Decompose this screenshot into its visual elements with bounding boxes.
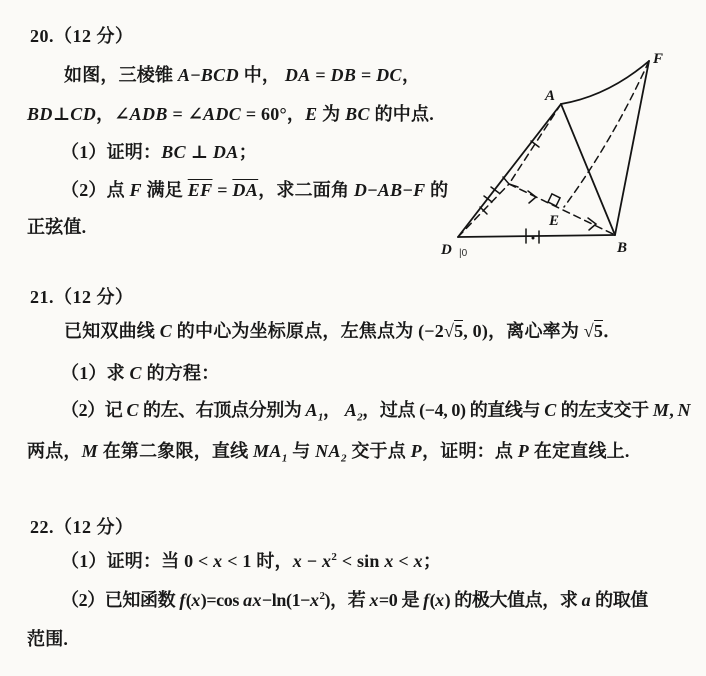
text-segment: 如图，三棱锥 [64,65,178,85]
text-segment: DB [330,65,357,85]
text-segment: )=cos [200,590,244,610]
text-segment: ， [323,400,345,420]
problem-20-line-3 [61,138,257,164]
text-segment: ； [422,551,442,571]
text-segment: − [302,551,323,571]
text-segment: 2 [319,590,325,602]
text-segment: NA [315,441,341,461]
text-segment: ，离心率为 [488,321,584,341]
text-segment: = 60° [241,104,287,124]
problem-22-line-1 [61,547,441,573]
text-segment: （1）证明：当 [61,551,185,571]
text-segment: (−4, 0) [419,400,466,420]
segment-fe-dashed [564,61,649,207]
text-segment: − [190,65,201,85]
edge-ab [561,104,615,235]
edge-da [458,104,561,237]
text-segment: A [177,65,191,85]
text-segment: （2）点 [61,180,130,200]
problem-22-line-2 [61,586,648,612]
text-segment: F [413,180,426,200]
text-segment: x [435,590,445,610]
text-segment: ； [238,142,257,162]
scan-artifact-near-d: |0 [459,248,468,259]
text-segment: x [213,551,223,571]
text-segment: ，过点 [362,400,420,420]
text-segment: C [129,363,142,383]
vertex-label-e: E [549,213,560,229]
text-segment: a [581,590,591,610]
edge-cb-dashed [509,184,615,235]
vertex-label-b: B [617,240,628,256]
vertex-label-d: D [441,242,452,258]
text-segment: 的中点. [369,104,434,124]
text-segment: 1 [317,411,324,424]
text-segment: 的中心为坐标原点，左焦点为 [172,321,419,341]
text-segment: M [81,441,99,461]
text-segment: = [356,65,377,85]
text-segment: ，若 [330,590,370,610]
text-segment: = [167,104,188,124]
text-segment: 的方程： [141,363,220,383]
text-segment: C [159,321,173,341]
text-segment: 的左、右顶点分别为 [138,400,306,420]
text-segment: 1 [281,452,288,465]
text-segment: x [413,551,423,571]
text-segment: 交于点 [346,441,411,461]
text-segment: f [179,590,186,610]
text-segment: 的左支交于 [556,400,653,420]
text-segment: 5 [593,321,604,341]
text-segment: 0 < [184,551,214,571]
vertex-label-f: F [653,51,664,67]
text-segment: N [677,400,691,420]
text-segment: 在第二象限，直线 [98,441,254,461]
problem-21-line-2 [61,359,219,385]
text-segment: x [369,590,379,610]
text-segment: 的取值 [591,590,648,610]
text-segment: < 1 [222,551,252,571]
text-segment: BC [345,104,370,124]
text-segment: −ln(1− [261,590,311,610]
text-segment: E [305,104,318,124]
text-segment: ( [429,590,436,610]
text-segment: < [393,551,414,571]
text-segment: = [212,180,233,200]
text-segment: x [191,590,201,610]
text-segment: （1）求 [61,363,130,383]
problem-21-line-3 [61,396,691,424]
right-angle-square-e [548,194,560,206]
text-segment: 2 [357,411,363,424]
text-segment: 两点， [27,441,82,461]
problem-20-line-4 [61,176,448,202]
edge-fb [615,61,649,235]
edge-db [458,235,615,237]
text-segment: ， [401,65,421,85]
text-segment: AB [377,180,403,200]
text-segment: ADB [129,104,168,124]
chevron-eb [588,218,596,230]
figure-tetrahedron [432,36,704,260]
text-segment: 满足 [141,180,188,200]
text-segment: A [344,400,358,420]
text-segment: ) [444,590,451,610]
text-segment: = [310,65,331,85]
chevron-ce [528,191,536,203]
text-segment: 是 [397,590,424,610]
text-segment: ax [243,590,262,610]
text-segment: MA [253,441,282,461]
problem-20-header: 20.（12 分） [30,26,134,46]
text-segment: ADC [202,104,242,124]
text-segment: 的极大值点，求 [450,590,582,610]
text-segment: 范围. [27,629,69,649]
text-segment: 2 [340,452,347,465]
problem-20-line-1 [64,61,420,87]
text-segment: x [384,551,394,571]
text-segment: F [129,180,142,200]
text-segment: 在定直线上. [529,441,630,461]
tick-ac [531,141,539,147]
text-segment: BD [27,104,53,124]
text-segment: √ [583,321,594,341]
text-segment: DC [376,65,402,85]
problem-20-line-5 [27,213,86,239]
text-segment: C [544,400,557,420]
problem-21-line-4 [27,437,630,465]
text-segment: ) [324,590,331,610]
text-segment: M [652,400,670,420]
text-segment: （2）已知函数 [61,590,180,610]
text-segment: ( [185,590,192,610]
problem-21-header: 21.（12 分） [30,287,134,307]
text-segment: 与 [287,441,316,461]
text-segment: − [402,180,414,200]
text-segment: ⊥ [52,104,71,124]
text-segment: 的 [425,180,449,200]
text-segment: ， [96,104,115,124]
text-segment: $\overline{DA}$ [232,180,259,200]
text-segment: ，证明：点 [422,441,518,461]
text-segment: （2）记 [61,400,127,420]
problem-21-line-1 [64,317,621,343]
text-segment: ． [603,321,622,341]
problem-20-line-2 [27,100,434,126]
text-segment: DA [212,142,239,162]
text-segment: 的直线与 [465,400,545,420]
vertex-label-a: A [545,88,556,104]
text-segment: =0 [378,590,398,610]
text-segment: C [126,400,139,420]
text-segment: 已知双曲线 [64,321,160,341]
problem-22-line-3 [27,625,68,651]
problem-22-header: 22.（12 分） [30,517,134,537]
text-segment: $\overline{EF}$ [187,180,213,200]
text-segment: 中， [239,65,285,85]
text-segment: − [367,180,378,200]
text-segment: x [310,590,320,610]
text-segment: D [353,180,368,200]
text-segment: , [669,400,678,420]
text-segment: 为 [317,104,346,124]
text-segment: BCD [200,65,239,85]
midpoint-dot-db [532,237,535,240]
text-segment: ∠ [114,104,130,124]
text-segment: ∠ [187,104,203,124]
text-segment: 5 [454,321,464,341]
text-segment: DA [284,65,311,85]
text-segment: BC [161,142,187,162]
text-segment: , 0) [463,321,489,341]
text-segment: P [517,441,530,461]
text-segment: （1）证明： [61,142,162,162]
text-segment: 2 [331,551,338,563]
text-segment: ， [286,104,306,124]
text-segment: √ [443,321,455,341]
text-segment: 时， [251,551,293,571]
text-segment: (−2 [418,321,444,341]
text-segment: < sin [337,551,385,571]
text-segment: x [292,551,303,571]
text-segment: P [410,441,423,461]
text-segment: ⊥ [186,142,213,162]
text-segment: ，求二面角 [258,180,354,200]
text-segment: x [322,551,332,571]
text-segment: CD [70,104,97,124]
edge-af [561,61,649,104]
text-segment: f [423,590,430,610]
text-segment: A [305,400,318,420]
text-segment: 正弦值. [27,217,87,237]
